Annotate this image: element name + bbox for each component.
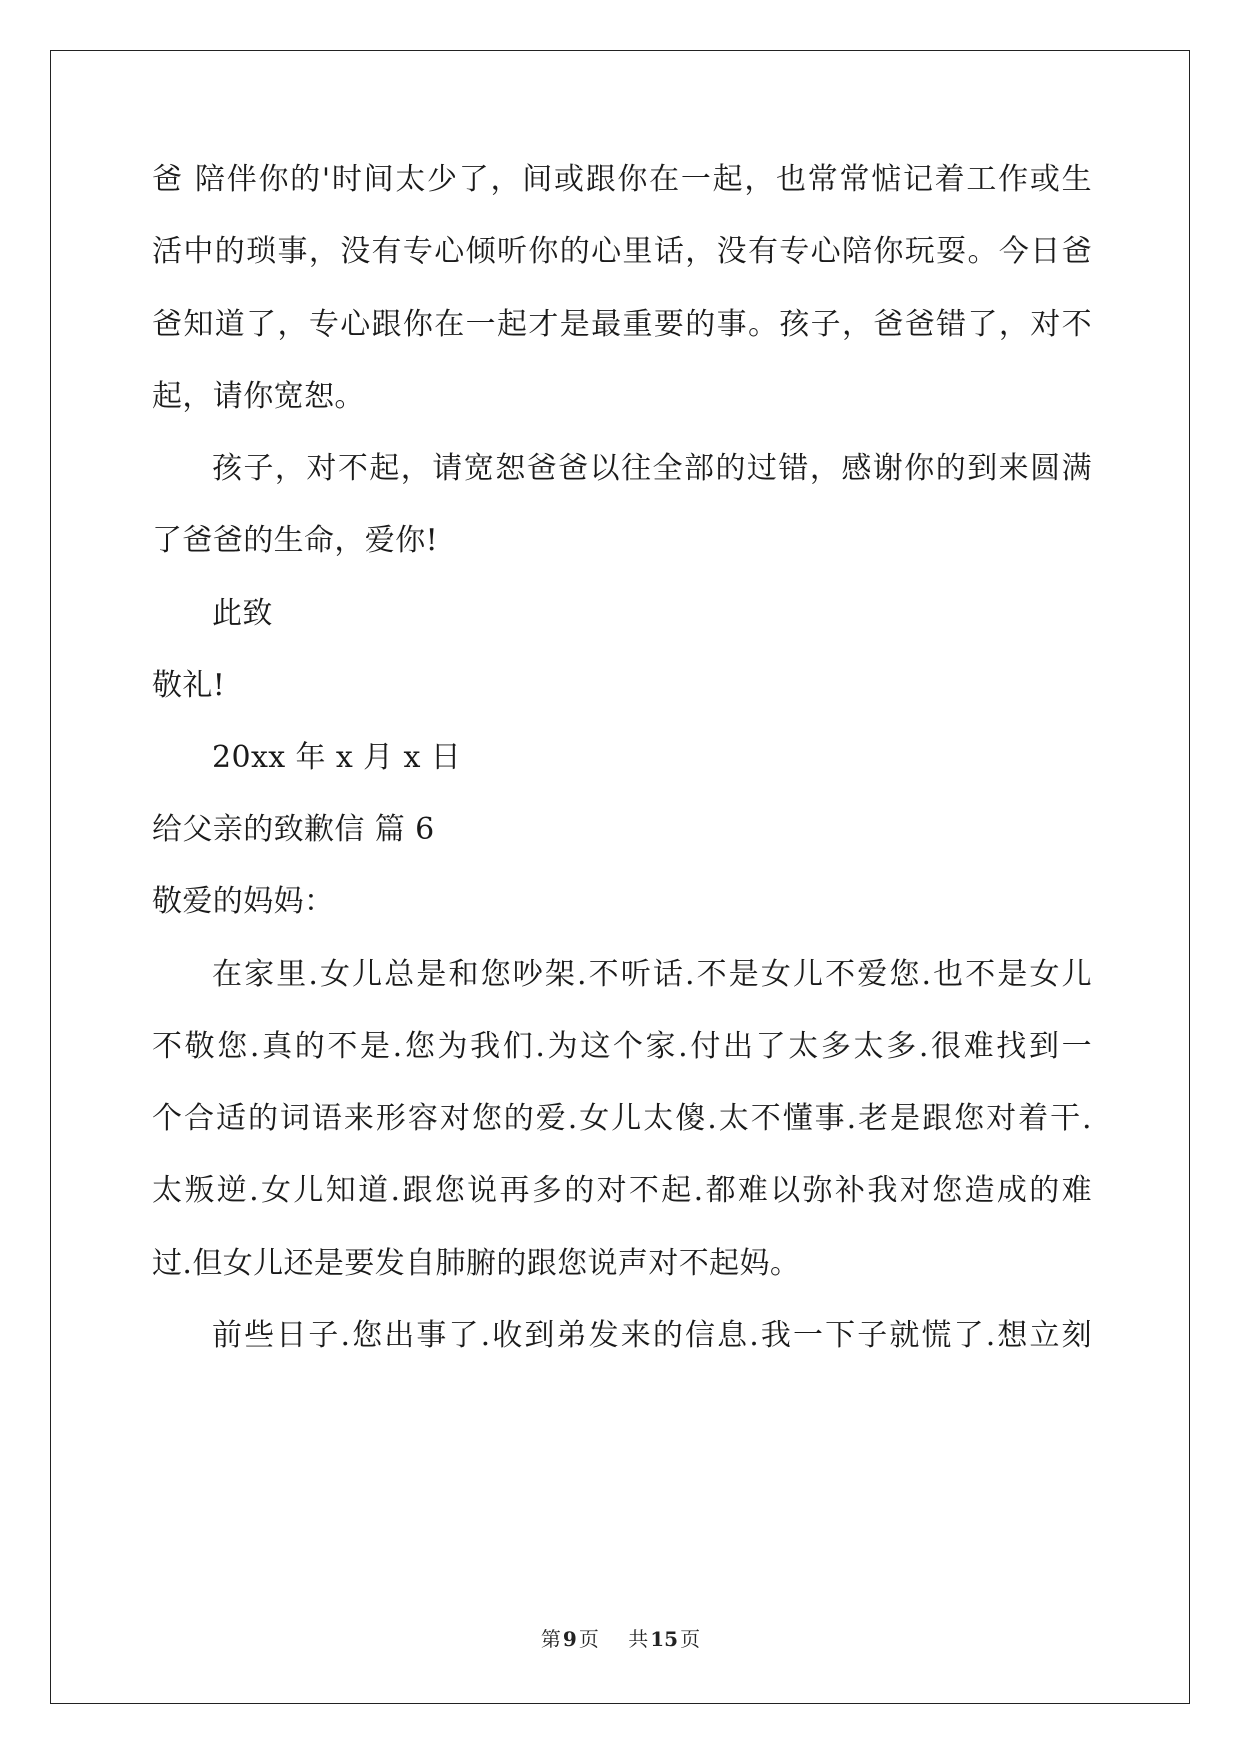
total-pages: 15	[650, 1627, 679, 1651]
total-suffix: 页	[680, 1627, 701, 1651]
section-title: 给父亲的致歉信 篇 6	[152, 812, 435, 847]
text-line: 起，请你宽恕。	[152, 379, 365, 414]
text-line: 活中的琐事，没有专心倾听你的心里话，没有专心陪你玩耍。今日爸	[152, 234, 1092, 269]
text-line: 爸知道了，专心跟你在一起才是最重要的事。孩子，爸爸错了，对不	[152, 307, 1092, 342]
letter-greeting: 敬爱的妈妈：	[152, 884, 335, 919]
text-line: 太叛逆.女儿知道.跟您说再多的对不起.都难以弥补我对您造成的难	[152, 1173, 1092, 1208]
page-prefix: 第	[540, 1627, 561, 1651]
text-line: 个合适的词语来形容对您的爱.女儿太傻.太不懂事.老是跟您对着干.	[152, 1101, 1092, 1136]
text-line: 不敬您.真的不是.您为我们.为这个家.付出了太多太多.很难找到一	[152, 1029, 1092, 1064]
page-number: 9	[562, 1627, 577, 1651]
page-border	[50, 50, 1190, 1704]
page-footer	[0, 1626, 1241, 1652]
salutation-closing: 此致	[212, 596, 273, 631]
text-line: 前些日子.您出事了.收到弟发来的信息.我一下子就慌了.想立刻	[212, 1318, 1092, 1353]
text-line: 在家里.女儿总是和您吵架.不听话.不是女儿不爱您.也不是女儿	[212, 957, 1092, 992]
date-line: 20xx 年 x 月 x 日	[212, 740, 462, 775]
text-line: 过.但女儿还是要发自肺腑的跟您说声对不起妈。	[152, 1246, 801, 1281]
page-suffix: 页	[578, 1627, 599, 1651]
text-line: 孩子，对不起，请宽恕爸爸以往全部的过错，感谢你的到来圆满	[212, 451, 1092, 486]
text-line: 了爸爸的生命，爱你!	[152, 523, 439, 558]
total-prefix: 共	[628, 1627, 649, 1651]
salutation-regards: 敬礼!	[152, 668, 226, 703]
text-line: 爸 陪伴你的'时间太少了，间或跟你在一起，也常常惦记着工作或生	[152, 162, 1092, 197]
